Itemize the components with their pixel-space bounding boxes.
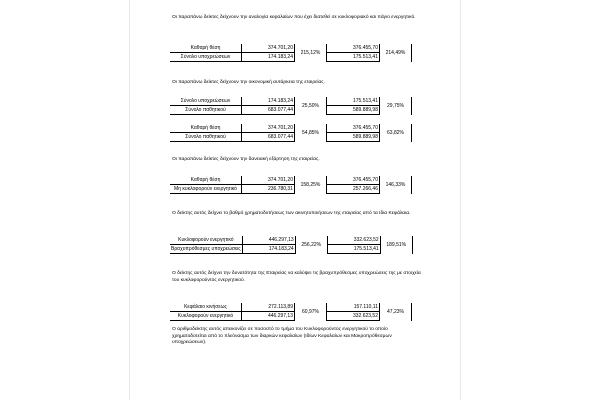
ratio-percent-previous: 214,49% (380, 44, 412, 62)
numerator-value-current: 374.701,20 (242, 176, 295, 185)
ratio-table-current-ratio (170, 236, 413, 254)
denominator-value-current: 446.297,13 (242, 312, 295, 321)
ratio-percent-previous: 47,23% (380, 303, 412, 321)
ratio-table-liabilities-to-total (170, 97, 412, 115)
denominator-label: Σύνολο παθητικού (170, 133, 242, 142)
numerator-value-previous: 376.455,70 (327, 124, 380, 133)
numerator-value-previous: 332.623,52 (327, 236, 380, 245)
ratio-table-equity-to-liabilities (170, 44, 412, 62)
numerator-value-current: 374.701,20 (242, 44, 295, 53)
numerator-value-current: 374.701,20 (242, 124, 295, 133)
denominator-label: Σύνολο παθητικού (170, 106, 242, 115)
numerator-value-current: 272.113,89 (242, 303, 295, 312)
denominator-value-current: 683.077,44 (242, 133, 295, 142)
denominator-value-current: 174.183,24 (242, 53, 295, 62)
numerator-label: Κυκλοφορούν ενεργητικό (170, 236, 242, 245)
paragraph-debt-dependency: Οι παραπάνω δείκτες δείχνουν την δανειακή εξάρτηση της εταιρείας. (172, 157, 320, 162)
ratio-percent-previous: 63,82% (380, 124, 412, 142)
ratio-percent-current: 25,50% (295, 97, 327, 115)
ratio-percent-previous: 146,33% (380, 176, 412, 194)
ratio-percent-current: 158,25% (295, 176, 327, 194)
numerator-value-previous: 157.110,11 (327, 303, 380, 312)
denominator-label: Βραχυπρόθεσμες υποχρεώσεις (171, 246, 241, 252)
numerator-label: Καθαρή θέση (170, 44, 242, 53)
page-edge-right (460, 0, 461, 400)
denominator-value-current: 236.780,31 (242, 185, 295, 194)
ratio-percent-current: 215,12% (295, 44, 327, 62)
paragraph-fixed-asset-financing: Ο δείκτης αυτός δείχνει το βαθμό χρηματοδοτήσεως των ακινητοποιήσεων της εταιρείας από τα Ιδια Κεφάλαια. (172, 211, 411, 216)
denominator-value-previous: 332.623,52 (327, 312, 380, 321)
numerator-label: Σύνολο υποχρεώσεων (170, 97, 242, 106)
numerator-value-previous: 376.455,70 (327, 44, 380, 53)
document-page (130, 0, 460, 400)
ratio-table-equity-to-total (170, 124, 412, 142)
paragraph-financial-self-sufficiency: Οι παραπάνω δείκτες δείχνουν την οικονομική αυτάρκεια της εταιρείας. (172, 80, 325, 85)
ratio-table-working-capital (170, 303, 412, 321)
denominator-value-current: 174.183,24 (242, 245, 295, 254)
ratio-table-equity-to-fixed-assets (170, 176, 412, 194)
denominator-value-previous: 257.266,46 (327, 185, 380, 194)
numerator-value-previous: 376.455,70 (327, 176, 380, 185)
ratio-percent-current: 60,97% (295, 303, 327, 321)
numerator-label: Κεφάλαιο κινήσεως (170, 303, 242, 312)
paragraph-working-capital-explanation: Ο αριθμοδείκτης αυτός απεικονίζει σε ποσοστό το τμήμα του Κυκλοφορούντος ενεργητικού το οποίο χρηματοδοτείται από το πλεόνασμα των διαρκών κεφαλαίων (Ιδίων Κεφαλαίων και Μακροπρόθεσμων υποχρεώσεων). (172, 327, 392, 346)
paragraph-short-term-coverage: Ο δείκτης αυτός δείχνει την δυνατότητα της Εταιρείας να καλύψει τις βραχυπρόθεσμες υποχρεώσεις της με στοιχεία του κυκλοφορούντος ενεργητικού. (172, 271, 421, 283)
numerator-value-previous: 175.513,41 (327, 97, 380, 106)
numerator-value-current: 446.297,13 (242, 236, 295, 245)
ratio-percent-current: 54,85% (295, 124, 327, 142)
denominator-label: Κυκλοφορούν ενεργητικό (170, 312, 242, 321)
ratio-percent-previous: 189,51% (380, 236, 412, 254)
denominator-value-previous: 589.889,98 (327, 106, 380, 115)
numerator-value-current: 174.183,24 (242, 97, 295, 106)
ratio-percent-current: 256,22% (295, 236, 327, 254)
denominator-label: Σύνολο υποχρεώσεων (170, 53, 242, 62)
paragraph-capital-allocation: Οι παραπάνω δείκτες δείχνουν την αναλογία κεφαλαίων που έχει διατεθεί σε κυκλοφοριακό και πάγιο ενεργητικό. (172, 15, 416, 20)
ratio-percent-previous: 29,75% (380, 97, 412, 115)
numerator-label: Καθαρή θέση (170, 124, 242, 133)
denominator-value-previous: 589.889,98 (327, 133, 380, 142)
denominator-value-previous: 175.513,41 (327, 245, 380, 254)
denominator-label: Μη κυκλοφορούν ενεργητικό (170, 185, 242, 194)
denominator-value-current: 683.077,44 (242, 106, 295, 115)
denominator-value-previous: 175.513,41 (327, 53, 380, 62)
numerator-label: Καθαρή θέση (170, 176, 242, 185)
